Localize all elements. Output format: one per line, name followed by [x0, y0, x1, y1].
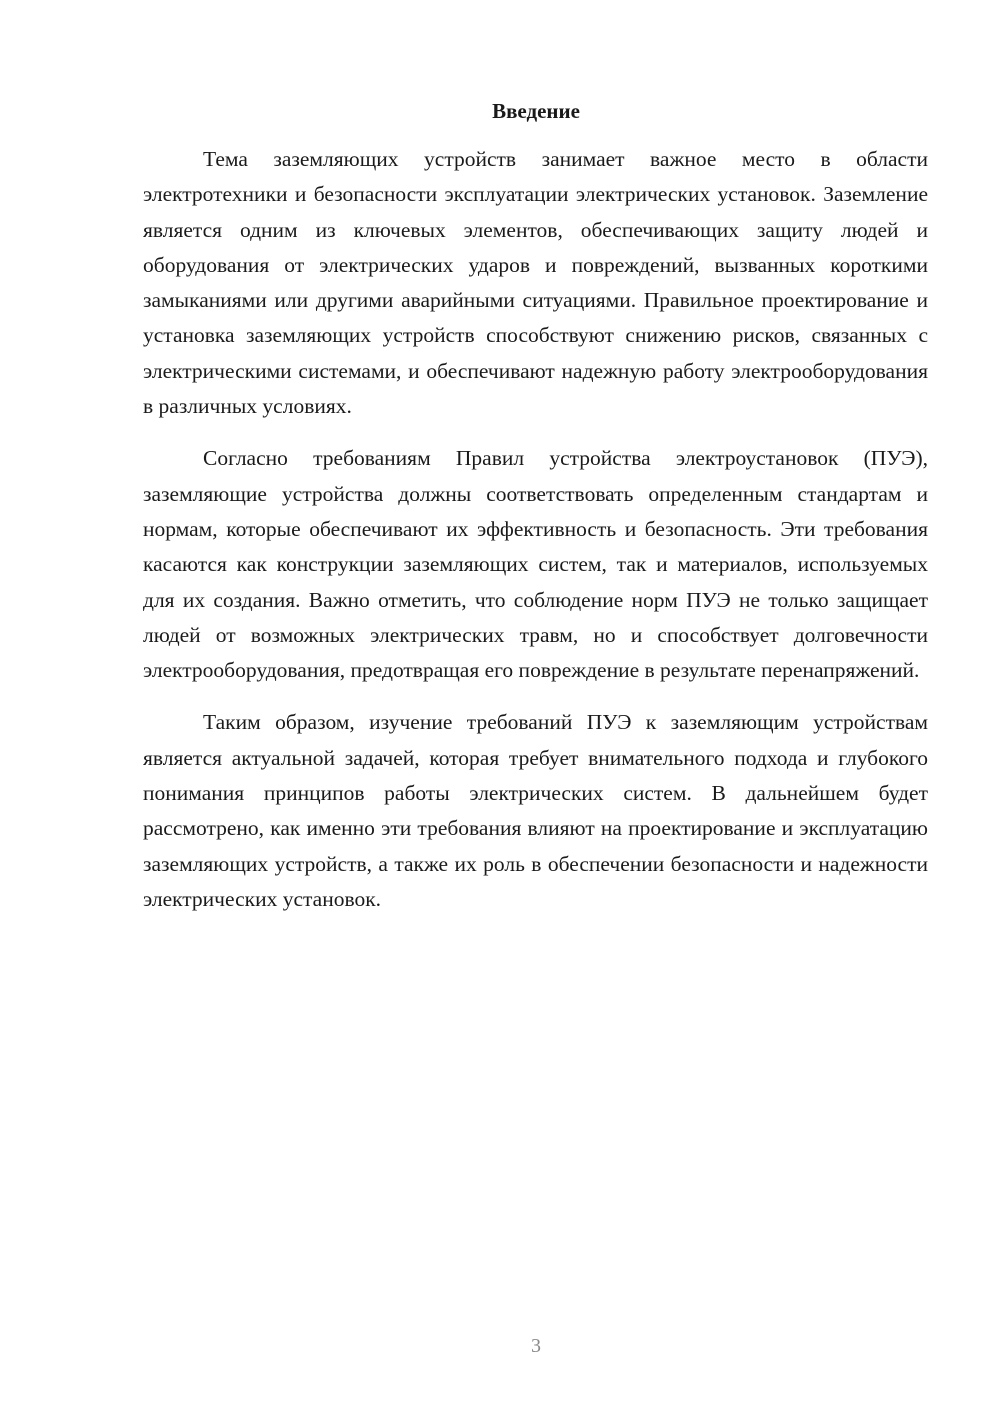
section-title: Введение [492, 99, 580, 123]
paragraph-3: Таким образом, изучение требований ПУЭ к заземляющим устройствам является актуальной задачей, которая требует внимательного подхода и глубокого понимания принципов работы электрических систем. В дальнейшем будет рассмотрено, как именно эти требования влияют на проектирование и эксплуатацию заземляющих устройств, а также их роль в обеспечении безопасности и надежности электрических установок. [143, 710, 928, 911]
page-number: 3 [531, 1335, 541, 1357]
paragraph-1: Тема заземляющих устройств занимает важное место в области электротехники и безопасности эксплуатации электрических установок. Заземление является одним из ключевых элементов, обеспечивающих защиту людей и оборудования от электрических ударов и повреждений, вызванных короткими замыканиями или другими аварийными ситуациями. Правильное проектирование и установка заземляющих устройств способствуют снижению рисков, связанных с электрическими системами, и обеспечивают надежную работу электрооборудования в различных условиях. [143, 147, 928, 419]
body-text [143, 142, 928, 934]
paragraph-2: Согласно требованиям Правил устройства электроустановок (ПУЭ), заземляющие устройства должны соответствовать определенным стандартам и нормам, которые обеспечивают их эффективность и безопасность. Эти требования касаются как конструкции заземляющих систем, так и материалов, используемых для их создания. Важно отметить, что соблюдение норм ПУЭ не только защищает людей от возможных электрических травм, но и способствует долговечности электрооборудования, предотвращая его повреждение в результате перенапряжений. [143, 446, 928, 683]
